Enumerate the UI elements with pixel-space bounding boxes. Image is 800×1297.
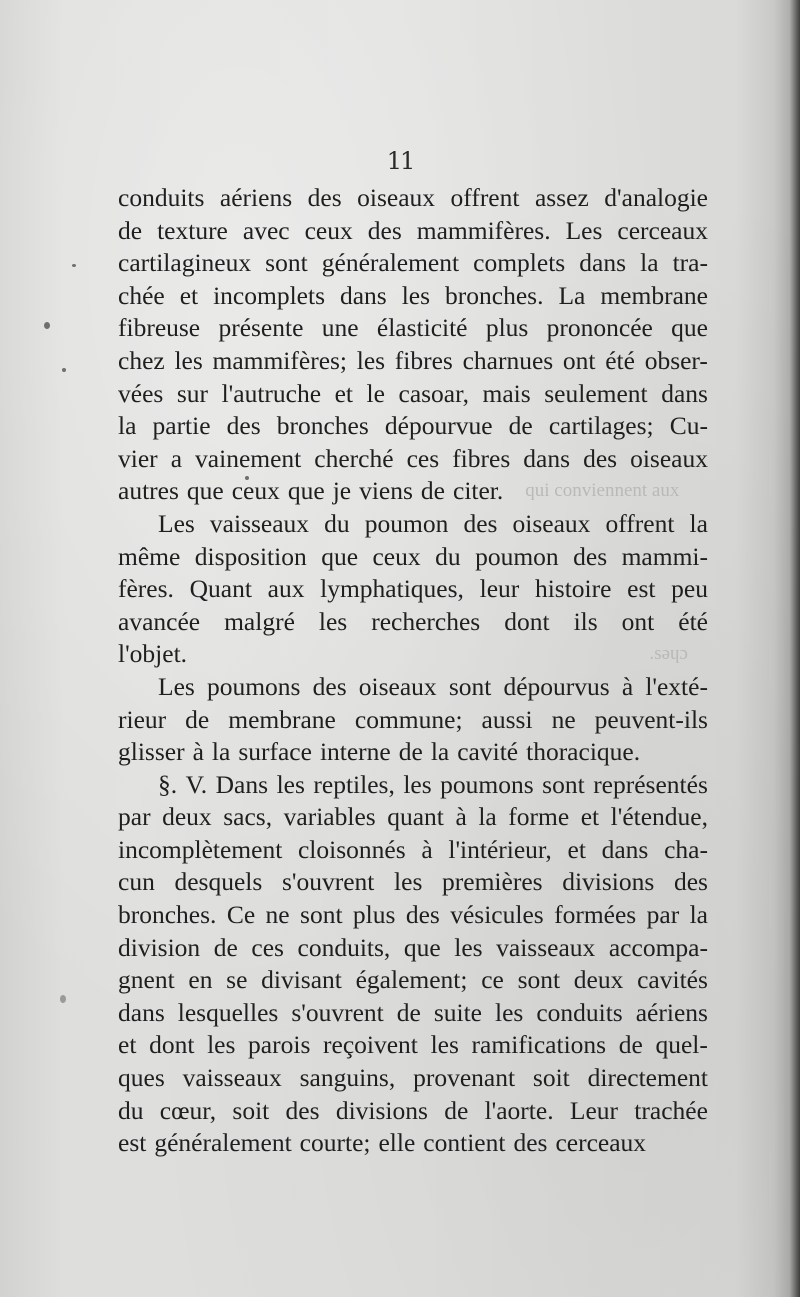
word: ne: [265, 900, 290, 930]
word: et: [567, 834, 586, 864]
word: fères.: [118, 574, 174, 604]
ink-speck: [62, 368, 66, 372]
word: représentés: [593, 769, 708, 799]
text-line: [118, 932, 708, 965]
word: Dans: [215, 769, 269, 799]
word: les: [207, 1030, 236, 1060]
word: des: [583, 443, 618, 473]
word: dans: [118, 997, 165, 1027]
word: se: [226, 965, 248, 995]
word: glisser: [118, 737, 185, 767]
word: complets: [473, 248, 566, 278]
page-edge-shadow: [774, 0, 800, 1297]
word: premières: [442, 867, 543, 897]
text-line: [118, 769, 708, 802]
word: la: [640, 248, 659, 278]
word: accompa-: [608, 932, 708, 962]
text-line: [118, 280, 708, 313]
text-line: [118, 247, 708, 280]
bleed-through-text: qui conviennent aux: [525, 480, 680, 502]
word: dont: [504, 606, 550, 636]
word: à: [621, 671, 634, 701]
word: aussi: [481, 704, 533, 734]
text-line: [118, 508, 708, 541]
word: vaisseaux: [496, 932, 596, 962]
word: oiseaux: [512, 508, 591, 538]
word: thoracique.: [526, 737, 641, 767]
word: généralement: [154, 1128, 292, 1158]
word: courte;: [299, 1128, 371, 1158]
word: des: [285, 1095, 320, 1125]
word: vaisseaux: [209, 508, 310, 538]
word: deux: [573, 965, 624, 995]
word: formées: [554, 900, 637, 930]
word: l'objet.: [118, 639, 188, 669]
word: sacs,: [223, 802, 273, 832]
word: viens: [359, 476, 413, 506]
word: dans: [661, 378, 708, 408]
word: suite: [433, 997, 482, 1027]
word: bronches.: [118, 900, 217, 930]
word: de: [420, 476, 445, 506]
body-text: [118, 182, 708, 1160]
word: et: [179, 280, 199, 310]
word: que: [403, 932, 441, 962]
word: est: [118, 1128, 147, 1158]
word: et: [118, 1030, 137, 1060]
word: l'autruche: [221, 378, 322, 408]
word: du: [435, 541, 461, 571]
word: variables: [283, 802, 376, 832]
word: vier: [118, 443, 158, 473]
word: de: [398, 737, 423, 767]
word: fibres: [452, 443, 511, 473]
word: Cu-: [669, 411, 708, 441]
word: quant: [387, 802, 444, 832]
word: Leur: [569, 1095, 619, 1125]
text-line: [118, 541, 708, 574]
word: fibres: [394, 345, 453, 375]
word: a: [170, 443, 183, 473]
word: dans: [523, 443, 571, 473]
word: cerceaux: [555, 1128, 647, 1158]
word: les: [430, 1030, 459, 1060]
word: la: [478, 802, 497, 832]
word: reptiles,: [313, 769, 395, 799]
word: ces: [251, 932, 284, 962]
word: plus: [352, 900, 396, 930]
word: soit: [532, 1063, 570, 1093]
text-line: [118, 899, 708, 932]
word: mammi-: [621, 541, 708, 571]
word: ques: [118, 1063, 165, 1093]
word: du: [324, 508, 350, 538]
word: vaisseaux: [182, 1063, 282, 1093]
word: citer.: [453, 476, 504, 506]
word: obser-: [644, 345, 708, 375]
word: des: [405, 900, 440, 930]
word: divisions: [562, 867, 655, 897]
word: charnues: [462, 345, 554, 375]
word: cavité: [457, 737, 519, 767]
text-line: [118, 312, 708, 345]
word: oiseaux: [358, 671, 437, 701]
word: Les: [158, 508, 195, 538]
text-line: [118, 1029, 708, 1062]
text-line: [118, 378, 708, 411]
word: sont: [517, 965, 561, 995]
word: dépourvue: [384, 411, 493, 441]
word: bronches: [276, 411, 369, 441]
word: les: [401, 280, 431, 310]
word: aériens: [219, 183, 293, 212]
word: cha-: [664, 834, 708, 864]
word: Les: [158, 671, 195, 701]
word: directement: [587, 1063, 708, 1093]
word: offrent: [450, 183, 520, 212]
word: ceux: [372, 541, 421, 571]
text-line: [118, 801, 708, 834]
word: sont: [265, 248, 308, 278]
word: parois: [248, 1030, 311, 1060]
word: également;: [355, 965, 468, 995]
word: mammifères;: [212, 345, 348, 375]
text-line: [118, 410, 708, 443]
word: des: [367, 215, 402, 245]
text-line: [118, 345, 708, 378]
word: de: [185, 704, 210, 734]
word: généralement: [321, 248, 460, 278]
word: chée: [118, 280, 165, 310]
word: que: [671, 313, 708, 343]
ink-speck: [60, 995, 66, 1003]
word: texture: [157, 215, 228, 245]
word: est: [627, 574, 656, 604]
word: cavités: [637, 965, 708, 995]
word: et: [580, 802, 600, 832]
word: membrane: [228, 704, 336, 734]
text-line: [118, 606, 708, 639]
paragraph: [118, 182, 708, 508]
word: Quant: [189, 574, 252, 604]
text-line: [118, 866, 708, 899]
word: à: [455, 802, 467, 832]
word: poumons: [206, 671, 301, 701]
word: seulement: [544, 378, 648, 408]
word: divisant: [261, 965, 342, 995]
word: dépourvus: [503, 671, 610, 701]
word: elle: [378, 1128, 416, 1158]
word: des: [673, 867, 708, 897]
text-line: [118, 1062, 708, 1095]
word: partie: [152, 411, 211, 441]
word: s'ouvrent: [291, 997, 384, 1027]
word: été: [605, 345, 635, 375]
word: cloisonnés: [297, 834, 406, 864]
word: sont: [300, 900, 343, 930]
word: vées: [118, 378, 164, 408]
word: poumons: [440, 769, 534, 799]
text-line: [118, 736, 708, 769]
word: incomplètement: [118, 834, 283, 864]
word: ceux: [231, 476, 280, 506]
word: ceux: [304, 215, 353, 245]
word: oiseaux: [630, 443, 708, 473]
word: vésicules: [450, 900, 544, 930]
word: ils: [573, 606, 598, 636]
word: mais: [482, 378, 531, 408]
word: et: [334, 378, 353, 408]
word: cartilagineux: [118, 248, 252, 278]
word: des: [573, 541, 608, 571]
word: commune;: [354, 704, 463, 734]
word: bronches.: [445, 280, 544, 310]
word: conduits,: [297, 932, 391, 962]
word: même: [118, 541, 181, 571]
word: ont: [621, 606, 655, 636]
word: gnent: [118, 965, 175, 995]
word: dans: [601, 834, 649, 864]
word: la: [689, 508, 708, 538]
word: oiseaux: [357, 183, 436, 212]
word: sanguins,: [299, 1063, 396, 1093]
word: disposition: [194, 541, 307, 571]
word: des: [226, 411, 261, 441]
word: avec: [242, 215, 290, 245]
word: divisions: [335, 1095, 428, 1125]
word: ne: [551, 704, 576, 734]
word: ce: [481, 965, 504, 995]
word: forme: [508, 802, 570, 832]
word: mammifères.: [416, 215, 551, 245]
word: ramifications: [471, 1030, 607, 1060]
word: par: [646, 900, 680, 930]
word: tra-: [672, 248, 708, 278]
word: l'aorte.: [484, 1095, 554, 1125]
word: V.: [185, 769, 208, 799]
word: §.: [158, 769, 178, 799]
word: que: [321, 541, 359, 571]
word: poumon: [475, 541, 559, 571]
text-line: [118, 182, 708, 215]
word: conduits: [536, 997, 623, 1027]
word: Ce: [226, 900, 256, 930]
word: ces: [406, 443, 440, 473]
word: s'ouvrent: [281, 867, 375, 897]
word: par: [118, 802, 151, 832]
word: l'étendue,: [610, 802, 708, 832]
word: des: [312, 671, 347, 701]
word: une: [321, 313, 359, 343]
text-line: [118, 997, 708, 1030]
word: desquels: [174, 867, 263, 897]
word: provenant: [413, 1063, 516, 1093]
word: malgré: [224, 606, 295, 636]
word: leur: [479, 574, 520, 604]
word: membrane: [600, 280, 708, 310]
word: sont: [448, 671, 492, 701]
word: quel-: [655, 1030, 708, 1060]
word: contient: [423, 1128, 506, 1158]
paragraph: [118, 769, 708, 1160]
word: sont: [542, 769, 585, 799]
paragraph: [118, 671, 708, 769]
word: cœur,: [159, 1095, 217, 1125]
word: deux: [162, 802, 212, 832]
word: des: [307, 183, 342, 212]
word: les: [174, 345, 203, 375]
word: sur: [176, 378, 209, 408]
word: assez: [534, 183, 589, 212]
word: trachée: [634, 1095, 708, 1125]
word: d'analogie: [604, 183, 708, 212]
word: des: [463, 508, 498, 538]
word: de: [618, 1030, 643, 1060]
word: la: [118, 411, 137, 441]
word: vainement: [195, 443, 302, 473]
word: histoire: [534, 574, 612, 604]
word: les: [494, 997, 524, 1027]
word: cartilages;: [548, 411, 654, 441]
word: incomplets: [213, 280, 325, 310]
word: de: [396, 997, 421, 1027]
word: chez: [118, 345, 165, 375]
word: aériens: [635, 997, 708, 1027]
word: les: [276, 769, 305, 799]
word: cun: [118, 867, 155, 897]
word: le: [366, 378, 385, 408]
word: de: [444, 1095, 469, 1125]
word: les: [394, 867, 423, 897]
ink-speck: [72, 264, 76, 267]
text-line: [118, 215, 708, 248]
word: que: [287, 476, 325, 506]
word: des: [513, 1128, 548, 1158]
text-line: [118, 475, 708, 508]
word: présente: [218, 313, 304, 343]
word: les: [356, 345, 386, 375]
word: surface: [238, 737, 312, 767]
text-line: [118, 638, 708, 671]
word: prononcée: [546, 313, 653, 343]
word: recherches: [371, 606, 481, 636]
word: dont: [149, 1030, 195, 1060]
word: ont: [562, 345, 596, 375]
text-line: [118, 1095, 708, 1128]
word: de: [508, 411, 533, 441]
text-line: [118, 964, 708, 997]
word: La: [558, 280, 586, 310]
word: cherché: [314, 443, 394, 473]
word: poumon: [364, 508, 449, 538]
word: lesquelles: [177, 997, 279, 1027]
word: dans: [579, 248, 627, 278]
text-line: [118, 671, 708, 704]
page-number: 11: [386, 147, 414, 175]
paragraph: [118, 508, 708, 671]
word: à: [421, 834, 433, 864]
word: la: [689, 900, 708, 930]
text-line: [118, 704, 708, 737]
word: à: [192, 737, 204, 767]
word: avancée: [118, 606, 201, 636]
ink-speck: [44, 322, 50, 329]
text-line: [118, 1127, 708, 1160]
word: fibreuse: [118, 313, 201, 343]
word: interne: [319, 737, 391, 767]
word: que: [186, 476, 224, 506]
word: en: [188, 965, 213, 995]
word: plus: [485, 313, 529, 343]
word: élasticité: [376, 313, 468, 343]
word: la: [430, 737, 450, 767]
word: la: [211, 737, 231, 767]
word: de: [213, 932, 238, 962]
word: conduits: [118, 183, 205, 212]
word: lymphatiques,: [320, 574, 464, 604]
word: offrent: [605, 508, 675, 538]
word: reçoivent: [323, 1030, 418, 1060]
word: les: [318, 606, 348, 636]
word: l'intérieur,: [448, 834, 552, 864]
bleed-through-text: .səɥɔ: [649, 643, 688, 665]
word: soit: [232, 1095, 270, 1125]
text-line: [118, 573, 708, 606]
word: autres: [118, 476, 179, 506]
text-line: [118, 834, 708, 867]
word: de: [118, 215, 143, 245]
word: du: [118, 1095, 144, 1125]
word: les: [454, 932, 483, 962]
word: je: [332, 476, 352, 506]
word: cerceaux: [617, 215, 708, 245]
word: dans: [339, 280, 387, 310]
word: division: [118, 932, 201, 962]
word: été: [678, 606, 708, 636]
word: les: [403, 769, 432, 799]
word: casoar,: [398, 378, 469, 408]
word: rieur: [118, 704, 167, 734]
word: aux: [267, 574, 305, 604]
word: peu: [671, 574, 708, 604]
text-line: [118, 443, 708, 476]
word: Les: [565, 215, 603, 245]
word: l'exté-: [645, 671, 708, 701]
word: peuvent-ils: [594, 704, 708, 734]
